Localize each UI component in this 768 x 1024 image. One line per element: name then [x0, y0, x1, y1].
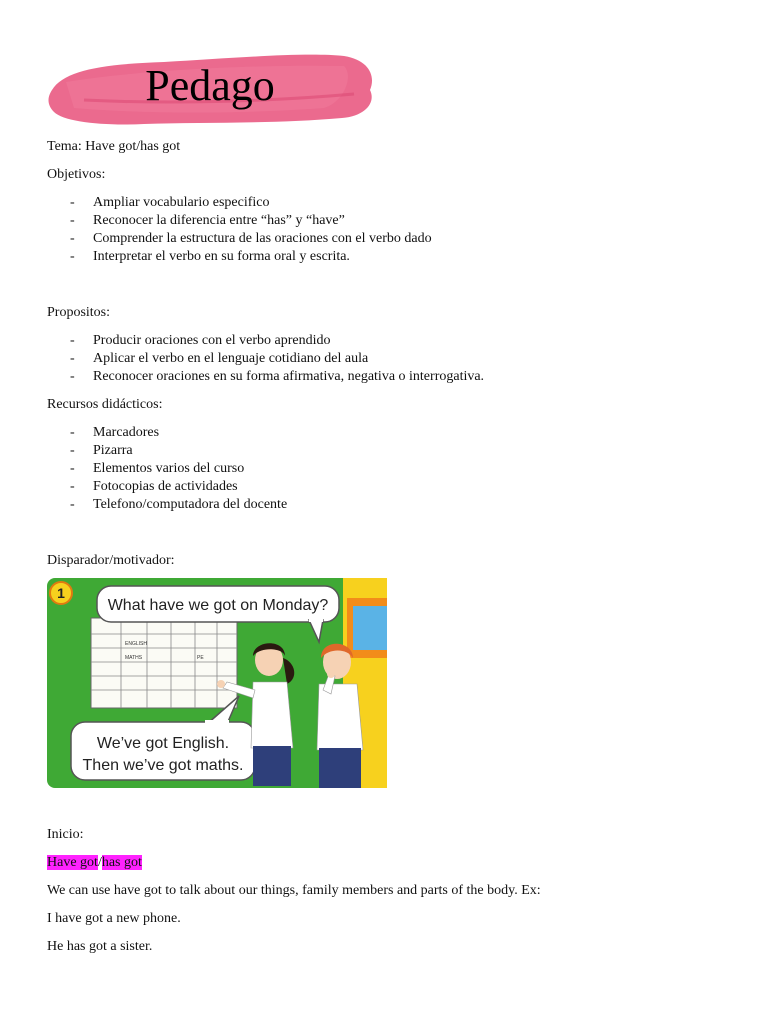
timetable [91, 618, 237, 708]
list-item: - Reconocer la diferencia entre “has” y “have” [70, 213, 345, 228]
classroom-illustration [47, 578, 387, 788]
list-item: - Elementos varios del curso [70, 461, 245, 476]
list-item: - Comprender la estructura de las oraciones con el verbo dado [70, 231, 432, 246]
brand-title: Pedago [145, 61, 275, 110]
svg-text:PE: PE [197, 655, 204, 661]
svg-text:MATHS: MATHS [125, 655, 143, 661]
highlight-have-got: Have got [47, 855, 98, 870]
propositos-heading: Propositos: [47, 305, 111, 320]
disparador-heading: Disparador/motivador: [47, 553, 175, 568]
list-item: - Aplicar el verbo en el lenguaje cotidiano del aula [70, 351, 369, 366]
number-badge-text: 1 [57, 585, 65, 601]
objetivos-heading: Objetivos: [47, 167, 106, 182]
window-glass [353, 606, 387, 650]
svg-text:ENGLISH: ENGLISH [125, 641, 147, 647]
list-item: - Ampliar vocabulario especifico [70, 195, 270, 210]
svg-text:What have we got on Monday?: What have we got on Monday? [107, 597, 329, 614]
list-item: - Marcadores [70, 425, 160, 440]
explanation-text: We can use have got to talk about our things, family members and parts of the body. Ex: [47, 883, 541, 898]
list-item: - Producir oraciones con el verbo aprendido [70, 333, 331, 348]
example-sentence: He has got a sister. [47, 939, 153, 954]
svg-text:We’ve got English.: We’ve got English. [96, 735, 230, 752]
highlight-has-got: has got [101, 855, 142, 870]
list-item: - Telefono/computadora del docente [70, 497, 288, 512]
list-item: - Fotocopias de actividades [70, 479, 238, 494]
recursos-heading: Recursos didácticos: [47, 397, 163, 412]
propositos-list [47, 332, 484, 386]
inicio-heading: Inicio: [47, 827, 84, 842]
objetivos-list [47, 194, 432, 266]
recursos-list [47, 424, 287, 514]
example-sentence: I have got a new phone. [47, 911, 181, 926]
list-item: - Interpretar el verbo en su forma oral y escrita. [70, 249, 350, 264]
tema-line: Tema: Have got/has got [47, 139, 181, 154]
list-item: - Reconocer oraciones en su forma afirmativa, negativa o interrogativa. [70, 369, 485, 384]
have-got-highlight-line: Have got/has got [47, 855, 142, 870]
list-item: - Pizarra [70, 443, 133, 458]
svg-text:Then we’ve got maths.: Then we’ve got maths. [82, 757, 244, 774]
